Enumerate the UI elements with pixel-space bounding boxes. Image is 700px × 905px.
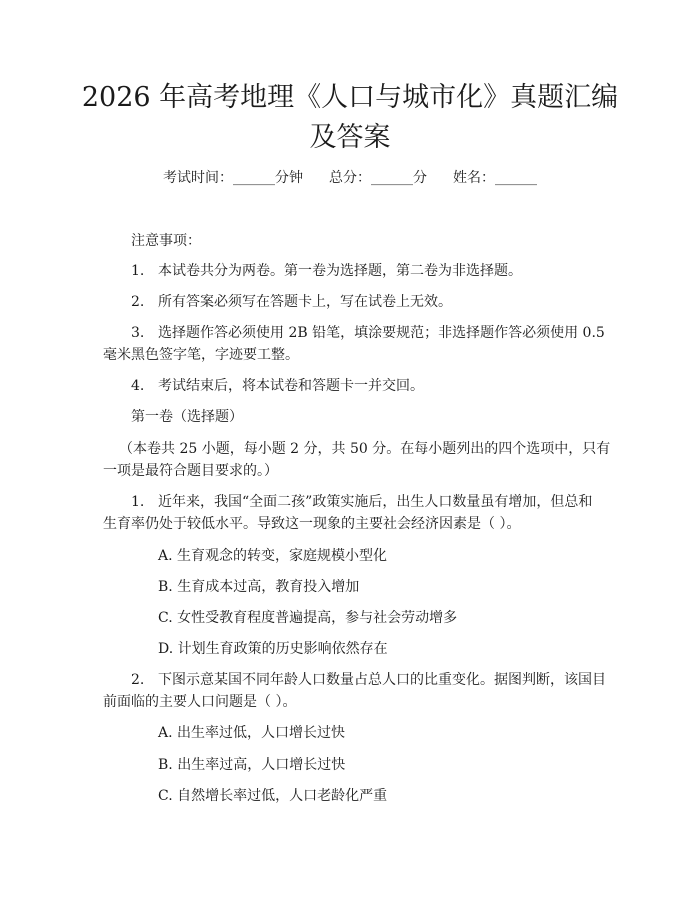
notice-text-continued: 毫米黑色签字笔，字迹要工整。 [103,347,299,363]
notice-number: 2. [131,294,145,310]
notice-number: 1. [131,263,145,279]
notice-item [131,322,605,344]
section-instructions-continued: 一项是最符合题目要求的。） [103,463,278,479]
option-d: D. 计划生育政策的历史影响依然存在 [158,641,388,657]
time-unit: 分钟 [275,170,303,186]
name-label: 姓名： [453,170,495,186]
notice-item [131,291,452,313]
option-b: B. 出生率过高，人口增长过快 [158,757,346,773]
notice-text: 本试卷共分为两卷。第一卷为选择题，第二卷为非选择题。 [158,263,522,279]
title-line-1: 2026 年高考地理《人口与城市化》真题汇编 [81,82,619,113]
time-blank: ______ [233,170,275,186]
option-b: B. 生育成本过高，教育投入增加 [158,579,360,595]
notice-text: 所有答案必须写在答题卡上，写在试卷上无效。 [158,294,452,310]
notice-item [131,375,424,397]
notice-text: 考试结束后，将本试卷和答题卡一并交回。 [158,378,424,394]
question-stem [131,669,606,691]
option-c: C. 女性受教育程度普遍提高，参与社会劳动增多 [158,610,458,626]
option-c: C. 自然增长率过低，人口老龄化严重 [158,788,388,804]
section-title: 第一卷（选择题） [131,409,243,425]
score-unit: 分 [413,170,427,186]
score-blank: ______ [371,170,413,186]
question-text-continued: 前面临的主要人口问题是（ ）。 [103,694,297,710]
exam-meta-line [0,169,700,187]
question-number: 2. [131,672,145,688]
notice-heading: 注意事项： [131,233,201,249]
notice-number: 3. [131,325,145,341]
option-a: A. 生育观念的转变，家庭规模小型化 [158,548,388,564]
option-a: A. 出生率过低，人口增长过快 [158,725,346,741]
question-stem [131,491,592,513]
name-blank: ______ [495,170,537,186]
time-label: 考试时间： [163,170,233,186]
document-title [70,78,630,158]
score-label: 总分： [329,170,371,186]
question-number: 1. [131,494,145,510]
question-text-continued: 生育率仍处于较低水平。导致这一现象的主要社会经济因素是（ ）。 [103,516,521,532]
notice-text: 选择题作答必须使用 2B 铅笔，填涂要规范；非选择题作答必须使用 0.5 [158,325,605,341]
title-line-2: 及答案 [309,122,391,153]
question-text: 近年来，我国“全面二孩”政策实施后，出生人口数量虽有增加，但总和 [158,494,593,510]
notice-item [131,260,522,282]
section-instructions: （本卷共 25 小题，每小题 2 分，共 50 分。在每小题列出的四个选项中，只有 [119,441,611,457]
notice-number: 4. [131,378,145,394]
question-text: 下图示意某国不同年龄人口数量占总人口的比重变化。据图判断，该国目 [158,672,606,688]
